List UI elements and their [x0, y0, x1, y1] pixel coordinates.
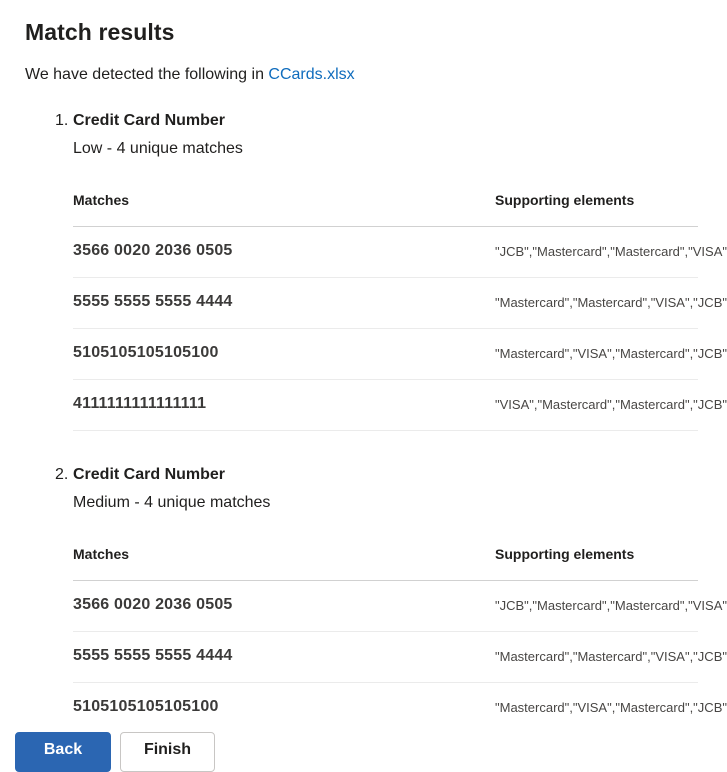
match-value: 4111111111111111 [73, 395, 207, 412]
result-confidence-summary: Medium - 4 unique matches [73, 494, 271, 511]
supporting-elements-value: "Mastercard","Mastercard","VISA","JCB" [495, 295, 727, 310]
page-title: Match results [25, 19, 175, 45]
supporting-elements-value: "VISA","Mastercard","Mastercard","JCB" [495, 397, 727, 412]
match-value: 5105105105105100 [73, 698, 219, 715]
result-number: 2. [55, 466, 69, 483]
result-type-name: Credit Card Number [73, 466, 226, 483]
table-row [73, 581, 727, 632]
file-link[interactable]: CCards.xlsx [268, 66, 355, 83]
match-value: 5555 5555 5555 4444 [73, 647, 233, 664]
dialog-footer [0, 715, 713, 768]
result-confidence-summary: Low - 4 unique matches [73, 140, 243, 157]
table-header [73, 538, 698, 581]
match-value: 3566 0020 2036 0505 [73, 596, 233, 613]
result-number: 1. [55, 112, 69, 129]
table-row [73, 329, 727, 380]
column-header-supporting-elements: Supporting elements [495, 192, 635, 208]
intro-text [25, 66, 355, 84]
matches-table [73, 538, 727, 734]
column-header-supporting-elements: Supporting elements [495, 546, 635, 562]
column-header-matches: Matches [73, 192, 130, 208]
back-button[interactable]: Back [15, 732, 111, 772]
table-row [73, 278, 727, 329]
intro-prefix: We have detected the following in [25, 66, 269, 83]
table-row [73, 632, 727, 683]
finish-button[interactable]: Finish [120, 732, 215, 772]
match-value: 3566 0020 2036 0505 [73, 242, 233, 259]
supporting-elements-value: "Mastercard","VISA","Mastercard","JCB" [495, 346, 727, 361]
table-row [73, 227, 727, 278]
result-type-name: Credit Card Number [73, 112, 226, 129]
matches-table [73, 184, 727, 431]
supporting-elements-value: "JCB","Mastercard","Mastercard","VISA" [495, 244, 727, 259]
column-header-matches: Matches [73, 546, 130, 562]
supporting-elements-value: "Mastercard","Mastercard","VISA","JCB" [495, 649, 727, 664]
table-header [73, 184, 698, 227]
table-row [73, 380, 727, 431]
match-value: 5555 5555 5555 4444 [73, 293, 233, 310]
match-value: 5105105105105100 [73, 344, 219, 361]
supporting-elements-value: "JCB","Mastercard","Mastercard","VISA" [495, 598, 727, 613]
supporting-elements-value: "Mastercard","VISA","Mastercard","JCB" [495, 700, 727, 715]
